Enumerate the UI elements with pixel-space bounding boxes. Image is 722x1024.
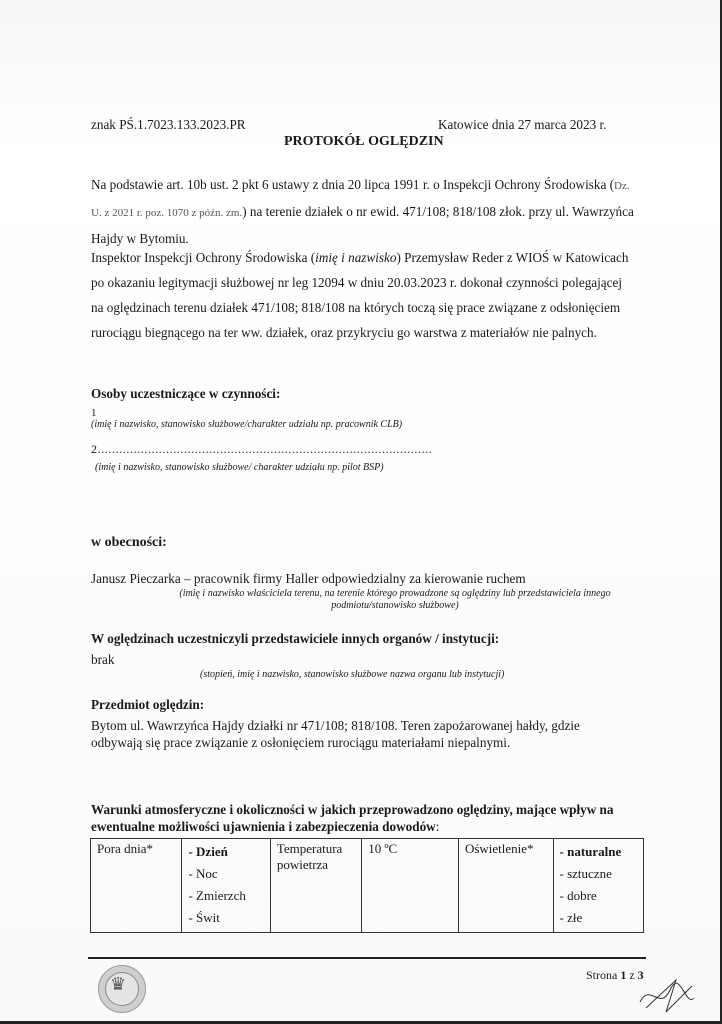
footer-rule xyxy=(88,957,646,959)
official-seal xyxy=(98,965,146,1013)
conditions-heading-line2-tail: : xyxy=(435,819,440,834)
page-of: z xyxy=(629,968,635,982)
document-title: PROTOKÓŁ OGLĘDZIN xyxy=(284,134,444,149)
basis-line2-ref: U. z 2021 r. poz. 1070 z późn. zm. xyxy=(91,207,243,219)
inspector-line1-tail: ) Przemysław Reder z WIOŚ w Katowicach xyxy=(396,250,629,265)
participants-heading: Osoby uczestniczące w czynności: xyxy=(91,386,281,401)
conditions-heading-line2-bold: ewentualne możliwości ujawnienia i zabezpieczenia dowodów xyxy=(91,819,436,834)
place-date: Katowice dnia 27 marca 2023 r. xyxy=(438,117,607,132)
conditions-table xyxy=(90,838,644,933)
eagle-emblem-icon: ♛ xyxy=(110,974,127,995)
time-of-day-label: Pora dnia* xyxy=(91,839,182,933)
conditions-heading-line1: Warunki atmosferyczne i okoliczności w jakich przeprowadzono oględziny, mające wpływ na xyxy=(91,802,614,817)
inspector-line1: Inspektor Inspekcji Ochrony Środowiska ( xyxy=(91,250,316,265)
basis-line2: ) na terenie działek o nr ewid. 471/108; 818/108 złok. przy ul. Wawrzyńca xyxy=(242,204,634,219)
time-option-dawn: - Świt xyxy=(188,910,220,925)
time-option-day: - Dzień xyxy=(188,844,228,859)
time-option-night: - Noc xyxy=(188,866,218,881)
presence-value: Janusz Pieczarka – pracownik firmy Haller odpowiedzialny za kierowanie ruchem xyxy=(91,571,526,586)
lighting-options xyxy=(553,839,643,933)
basis-line1: Na podstawie art. 10b ust. 2 pkt 6 ustawy z dnia 20 lipca 1991 r. o Inspekcji Ochrony Środowiska ( xyxy=(91,177,615,192)
subject-heading: Przedmiot oględzin: xyxy=(91,697,205,712)
inspector-line3: na oględzinach terenu działek 471/108; 818/108 na których toczą się prace związane z odsłonięciem xyxy=(91,300,621,315)
time-option-dusk: - Zmierzch xyxy=(188,888,246,903)
time-of-day-options xyxy=(182,839,270,933)
inspector-line4: rurociągu biegnącego na ter ww. działek, oraz przykryciu go warstwa z materiałów nie palnych. xyxy=(91,325,597,340)
conditions-row xyxy=(91,839,644,933)
temperature-label: Temperatura powietrza xyxy=(270,839,361,933)
other-bodies-value: brak xyxy=(91,652,115,667)
lighting-label: Oświetlenie* xyxy=(458,839,553,933)
reference-number: znak PŚ.1.7023.133.2023.PR xyxy=(91,117,246,132)
temperature-value: 10 ºC xyxy=(362,839,459,933)
inspector-paragraph xyxy=(91,245,651,345)
participant-1-hint: (imię i nazwisko, stanowisko służbowe/charakter udziału np. pracownik CLB) xyxy=(91,419,403,430)
other-bodies-heading: W oględzinach uczestniczyli przedstawiciele innych organów / instytucji: xyxy=(91,631,500,646)
light-option-bad: - złe xyxy=(559,910,583,925)
page-total: 3 xyxy=(637,968,644,982)
presence-heading: w obecności: xyxy=(91,535,167,550)
signature-scribble xyxy=(636,972,698,1016)
light-option-artificial: - sztuczne xyxy=(559,866,612,881)
participant-2-line: 2............................................................................................. xyxy=(91,442,433,456)
basis-line3: Hajdy w Bytomiu. xyxy=(91,231,189,246)
presence-hint-line1: (imię i nazwisko właściciela terenu, na terenie którego prowadzone są oględziny lub przedstawiciela innego xyxy=(179,588,611,599)
legal-basis-paragraph xyxy=(91,172,651,251)
other-bodies-hint: (stopień, imię i nazwisko, stanowisko służbowe nazwa organu lub instytucji) xyxy=(200,669,505,680)
participant-2-hint: (imię i nazwisko, stanowisko służbowe/ charakter udziału np. pilot BSP) xyxy=(95,462,384,473)
subject-line2: odbywają się prace związanie z osłonięciem rurociągu materiałami niepalnymi. xyxy=(91,735,511,750)
page-label: Strona xyxy=(586,968,618,982)
conditions-heading-line2 xyxy=(91,819,439,835)
presence-hint-line2: podmiotu/stanowisko służbowe) xyxy=(331,600,459,611)
participant-1-number: 1 xyxy=(91,407,97,419)
light-option-natural: - naturalne xyxy=(559,844,622,859)
subject-line1: Bytom ul. Wawrzyńca Hajdy działki nr 471/108; 818/108. Teren zapożarowanej hałdy, gdzie xyxy=(91,718,580,733)
inspector-name-hint: imię i nazwisko xyxy=(315,250,397,265)
page-current: 1 xyxy=(620,968,627,982)
inspector-line2: po okazaniu legitymacji służbowej nr leg 12094 w dniu 20.03.2023 r. dokonał czynności polegającej xyxy=(91,275,623,290)
basis-line1-ref: Dz. xyxy=(614,180,630,192)
light-option-good: - dobre xyxy=(559,888,597,903)
